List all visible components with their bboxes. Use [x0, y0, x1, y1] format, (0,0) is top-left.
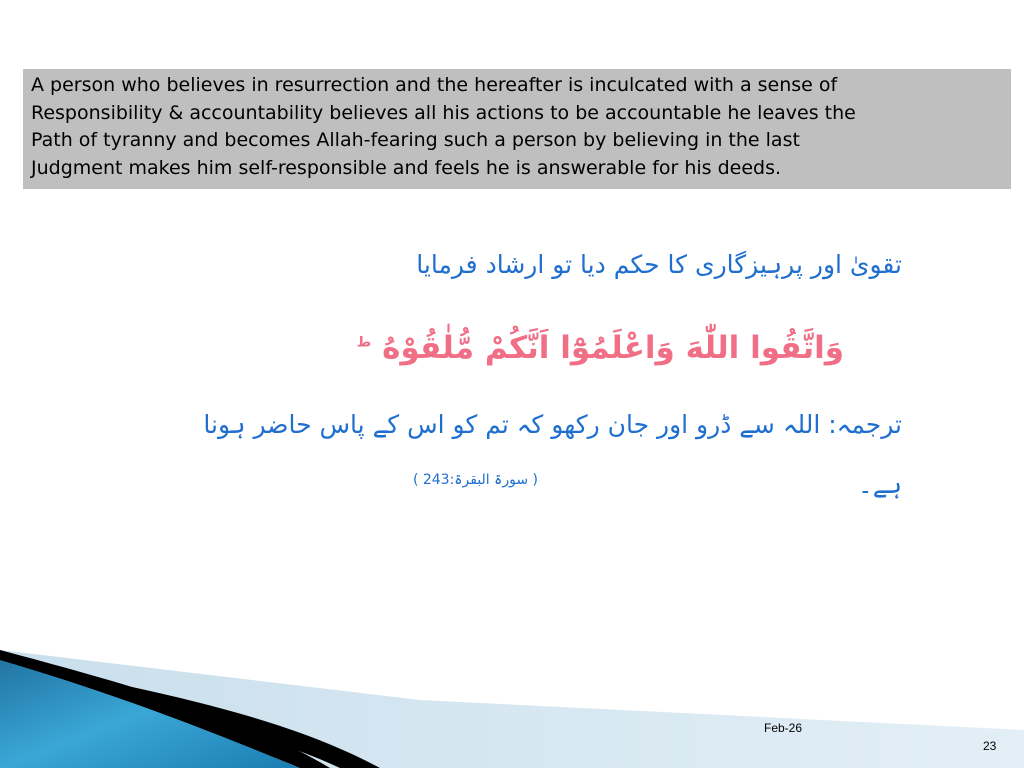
urdu-intro-text: تقویٰ اور پرہیزگاری کا حکم دیا تو ارشاد فرمایا	[416, 250, 902, 279]
body-text: A person who believes in resurrection and the hereafter is inculcated with a sense of Responsibility & accountability believes all his actions to be accountable he leaves the Path of tyranny and becomes Allah-fearing such a person by believing in the last Judgment makes him self-responsible and feels he is answerable for his deeds.	[31, 74, 856, 179]
surah-reference: ( سورۃ البقرۃ:243 )	[412, 472, 538, 488]
verse-stop-mark: ط	[356, 334, 372, 351]
urdu-translation-line-1: ترجمہ: اللہ سے ڈرو اور جان رکھو کہ تم کو اس کے پاس حاضر ہونا	[203, 410, 902, 439]
footer-date: Feb-26	[764, 721, 803, 735]
page-number: 23	[983, 739, 997, 753]
arabic-verse-text: وَاتَّقُوا اللّٰهَ وَاعْلَمُوْٓا اَنَّكُمْ مُّلٰقُوْهُ	[382, 330, 844, 366]
urdu-translation-line-2: ہے۔	[858, 470, 902, 499]
